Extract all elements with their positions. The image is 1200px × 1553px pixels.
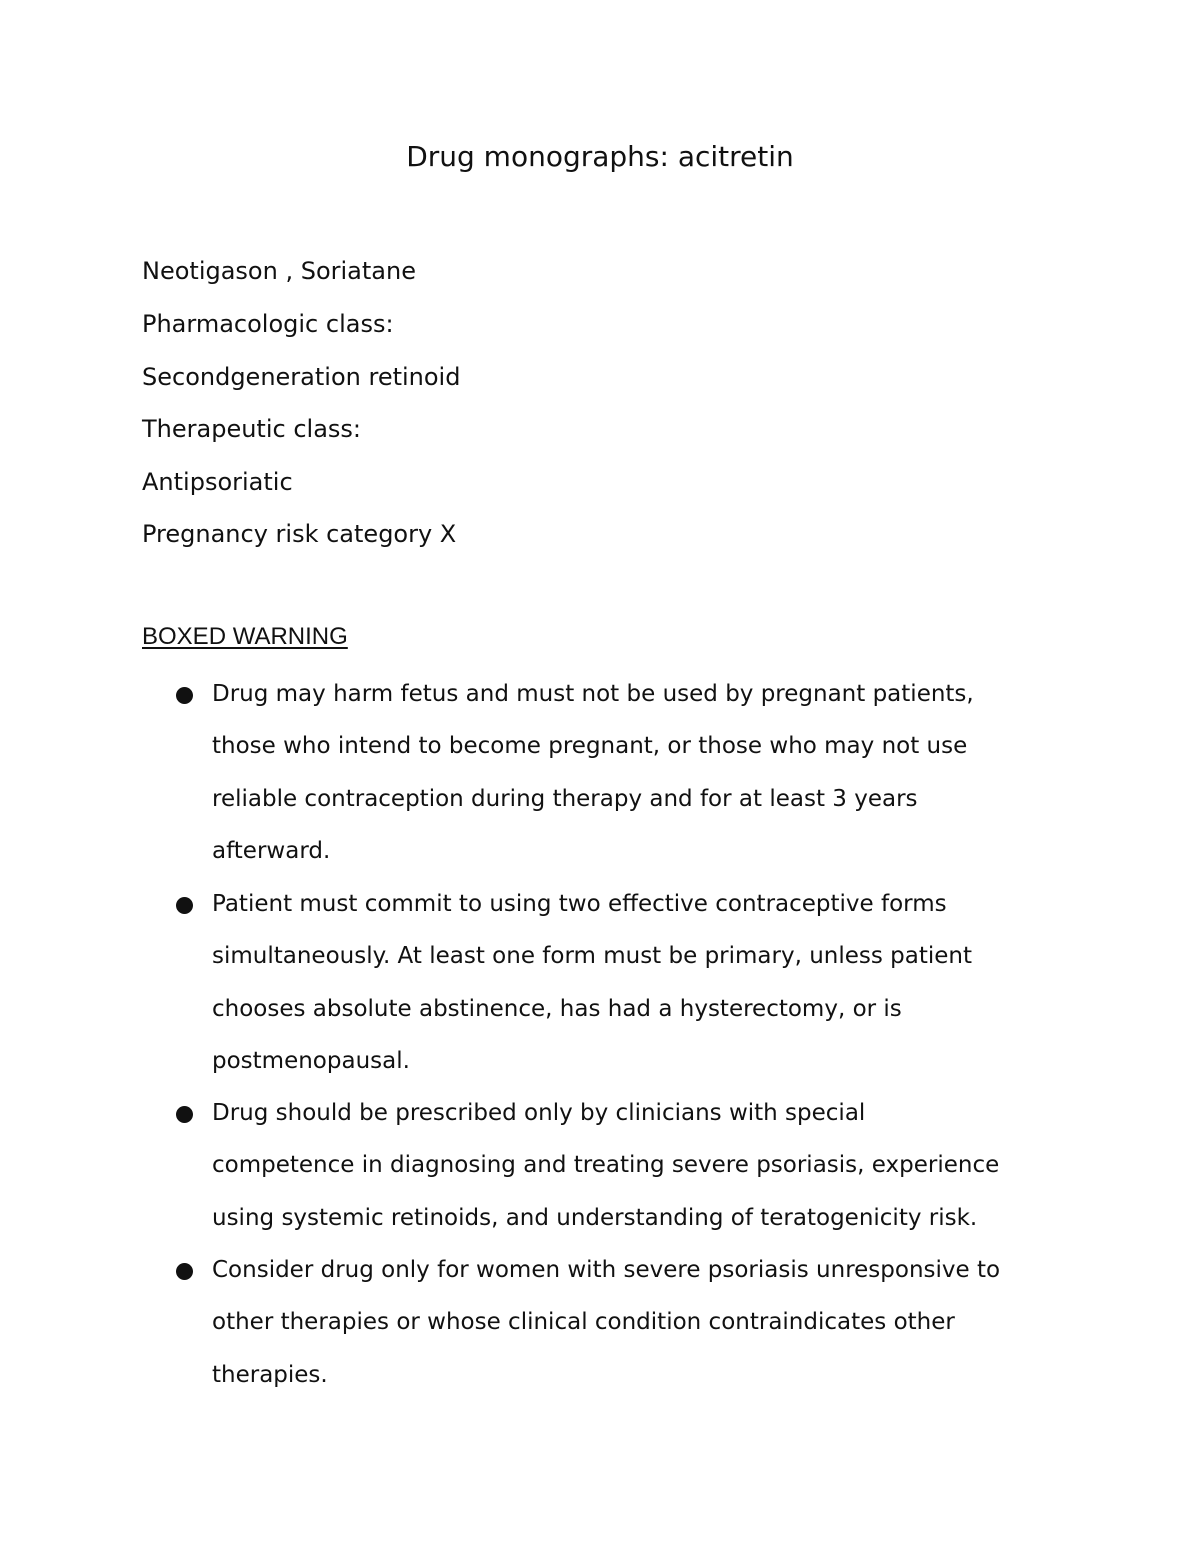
pregnancy-risk-category: Pregnancy risk category X [142, 520, 457, 548]
bullet-icon [176, 1106, 193, 1123]
list-item-text: Drug should be prescribed only by clinicians with special competence in diagnosing and treating severe psoriasis, experience using systemic retinoids, and understanding of teratogenicity risk. [212, 1100, 1000, 1231]
brand-names: Neotigason , Soriatane [142, 257, 416, 285]
list-item-text: Drug may harm fetus and must not be used by pregnant patients, those who intend to become pregnant, or those who may not use reliable contraception during therapy and for at least 3 years afterward. [212, 681, 974, 865]
bullet-icon [176, 1263, 193, 1280]
therapeutic-class-value: Antipsoriatic [142, 468, 293, 496]
pharmacologic-class-label: Pharmacologic class: [142, 310, 394, 338]
bullet-icon [176, 897, 193, 914]
pharmacologic-class-value: Secondgeneration retinoid [142, 363, 461, 391]
boxed-warning-heading: BOXED WARNING [142, 623, 348, 650]
bullet-icon [176, 687, 193, 704]
therapeutic-class-label: Therapeutic class: [142, 415, 361, 443]
list-item-text: Patient must commit to using two effective contraceptive forms simultaneously. At least one form must be primary, unless patient chooses absolute abstinence, has had a hysterectomy, or is postmenopausal. [212, 891, 973, 1075]
list-item-text: Consider drug only for women with severe psoriasis unresponsive to other therapies or whose clinical condition contraindicates other therapies. [212, 1257, 1001, 1388]
page-title: Drug monographs: acitretin [406, 140, 794, 173]
